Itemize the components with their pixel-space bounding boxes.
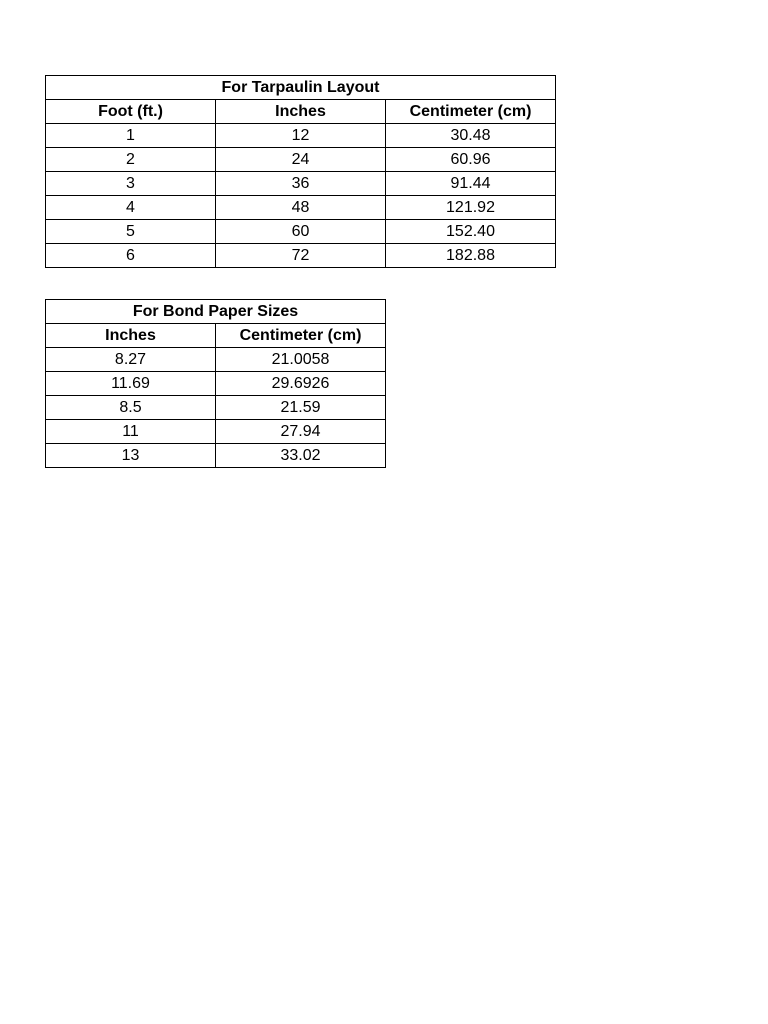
column-header-foot: Foot (ft.) [46,100,216,124]
table-cell: 5 [46,220,216,244]
table-cell: 8.27 [46,348,216,372]
table-cell: 11.69 [46,372,216,396]
table-header-row [46,324,386,348]
table-cell: 182.88 [386,244,556,268]
table-cell: 91.44 [386,172,556,196]
table-row [46,244,556,268]
table-row [46,372,386,396]
table-cell: 36 [216,172,386,196]
bond-paper-table-title: For Bond Paper Sizes [46,300,386,324]
table-row [46,172,556,196]
table-cell: 8.5 [46,396,216,420]
tarpaulin-table [45,75,556,268]
table-title-row [46,300,386,324]
table-row [46,444,386,468]
table-row [46,396,386,420]
table-cell: 6 [46,244,216,268]
table-cell: 152.40 [386,220,556,244]
table-cell: 13 [46,444,216,468]
table-row [46,420,386,444]
table-header-row [46,100,556,124]
table-cell: 2 [46,148,216,172]
table-row [46,124,556,148]
table-cell: 29.6926 [216,372,386,396]
table-cell: 1 [46,124,216,148]
table-title-row [46,76,556,100]
column-header-inches: Inches [216,100,386,124]
table-row [46,348,386,372]
table-cell: 33.02 [216,444,386,468]
table-cell: 48 [216,196,386,220]
table-cell: 24 [216,148,386,172]
table-cell: 4 [46,196,216,220]
table-cell: 60 [216,220,386,244]
table-cell: 11 [46,420,216,444]
column-header-centimeter: Centimeter (cm) [216,324,386,348]
column-header-inches: Inches [46,324,216,348]
table-cell: 3 [46,172,216,196]
table-cell: 30.48 [386,124,556,148]
table-cell: 60.96 [386,148,556,172]
table-cell: 21.0058 [216,348,386,372]
table-row [46,220,556,244]
bond-paper-table [45,299,386,468]
tarpaulin-table-title: For Tarpaulin Layout [46,76,556,100]
table-row [46,148,556,172]
table-cell: 12 [216,124,386,148]
table-cell: 121.92 [386,196,556,220]
column-header-centimeter: Centimeter (cm) [386,100,556,124]
table-cell: 27.94 [216,420,386,444]
table-row [46,196,556,220]
table-cell: 21.59 [216,396,386,420]
table-cell: 72 [216,244,386,268]
